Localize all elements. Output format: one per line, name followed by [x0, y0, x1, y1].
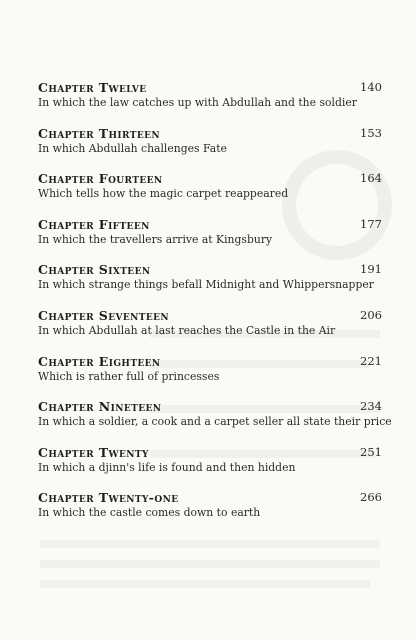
- toc-entry-chapter-15[interactable]: [38, 217, 382, 263]
- toc-entry-chapter-13[interactable]: [38, 126, 382, 172]
- toc-entry-chapter-19[interactable]: [38, 399, 392, 445]
- page-number: 177: [360, 216, 382, 231]
- page-number: 221: [360, 353, 382, 368]
- chapter-title: Chapter Thirteen: [38, 125, 160, 141]
- chapter-title: Chapter Seventeen: [38, 307, 169, 323]
- show-through-line: [40, 540, 380, 548]
- chapter-description: In which the law catches up with Abdullah and the soldier: [38, 96, 357, 109]
- chapter-description: In which the travellers arrive at Kingsbury: [38, 232, 273, 246]
- show-through-line: [40, 560, 380, 568]
- chapter-title: Chapter Twenty: [38, 444, 149, 460]
- page-number: 140: [360, 80, 382, 94]
- chapter-title: Chapter Twenty-one: [38, 490, 179, 506]
- page-number: 164: [360, 171, 382, 186]
- toc-entry-chapter-20[interactable]: [38, 445, 382, 491]
- show-through-line: [40, 580, 370, 588]
- chapter-title: Chapter Fourteen: [38, 171, 163, 187]
- chapter-description: In which strange things befall Midnight and Whippersnapper: [38, 278, 374, 292]
- chapter-description: In which a soldier, a cook and a carpet seller all state their price: [38, 415, 392, 429]
- chapter-description: Which is rather full of princesses: [38, 369, 220, 383]
- chapter-description: In which the castle comes down to earth: [38, 506, 261, 520]
- toc-entry-chapter-12[interactable]: [38, 80, 382, 126]
- table-of-contents: [38, 80, 392, 536]
- toc-entry-chapter-18[interactable]: [38, 354, 382, 400]
- chapter-description: Which tells how the magic carpet reappeared: [38, 187, 289, 201]
- chapter-title: Chapter Nineteen: [38, 399, 162, 415]
- page-number: 266: [360, 490, 382, 505]
- chapter-title: Chapter Fifteen: [38, 216, 150, 232]
- chapter-description: In which Abdullah challenges Fate: [38, 141, 227, 155]
- page-number: 251: [360, 444, 382, 459]
- page-number: 234: [360, 399, 382, 414]
- chapter-description: In which Abdullah at last reaches the Castle in the Air: [38, 323, 336, 337]
- page-number: 206: [360, 307, 382, 322]
- toc-entry-chapter-21[interactable]: [38, 490, 382, 536]
- toc-entry-chapter-17[interactable]: [38, 308, 382, 354]
- toc-entry-chapter-14[interactable]: [38, 171, 382, 217]
- page-number: 191: [360, 262, 382, 277]
- chapter-title: Chapter Eighteen: [38, 353, 161, 369]
- chapter-description: In which a djinn's life is found and then hidden: [38, 460, 296, 474]
- toc-entry-chapter-16[interactable]: [38, 262, 382, 308]
- page-number: 153: [360, 125, 382, 140]
- chapter-title: Chapter Sixteen: [38, 262, 151, 278]
- chapter-title: Chapter Twelve: [38, 80, 147, 95]
